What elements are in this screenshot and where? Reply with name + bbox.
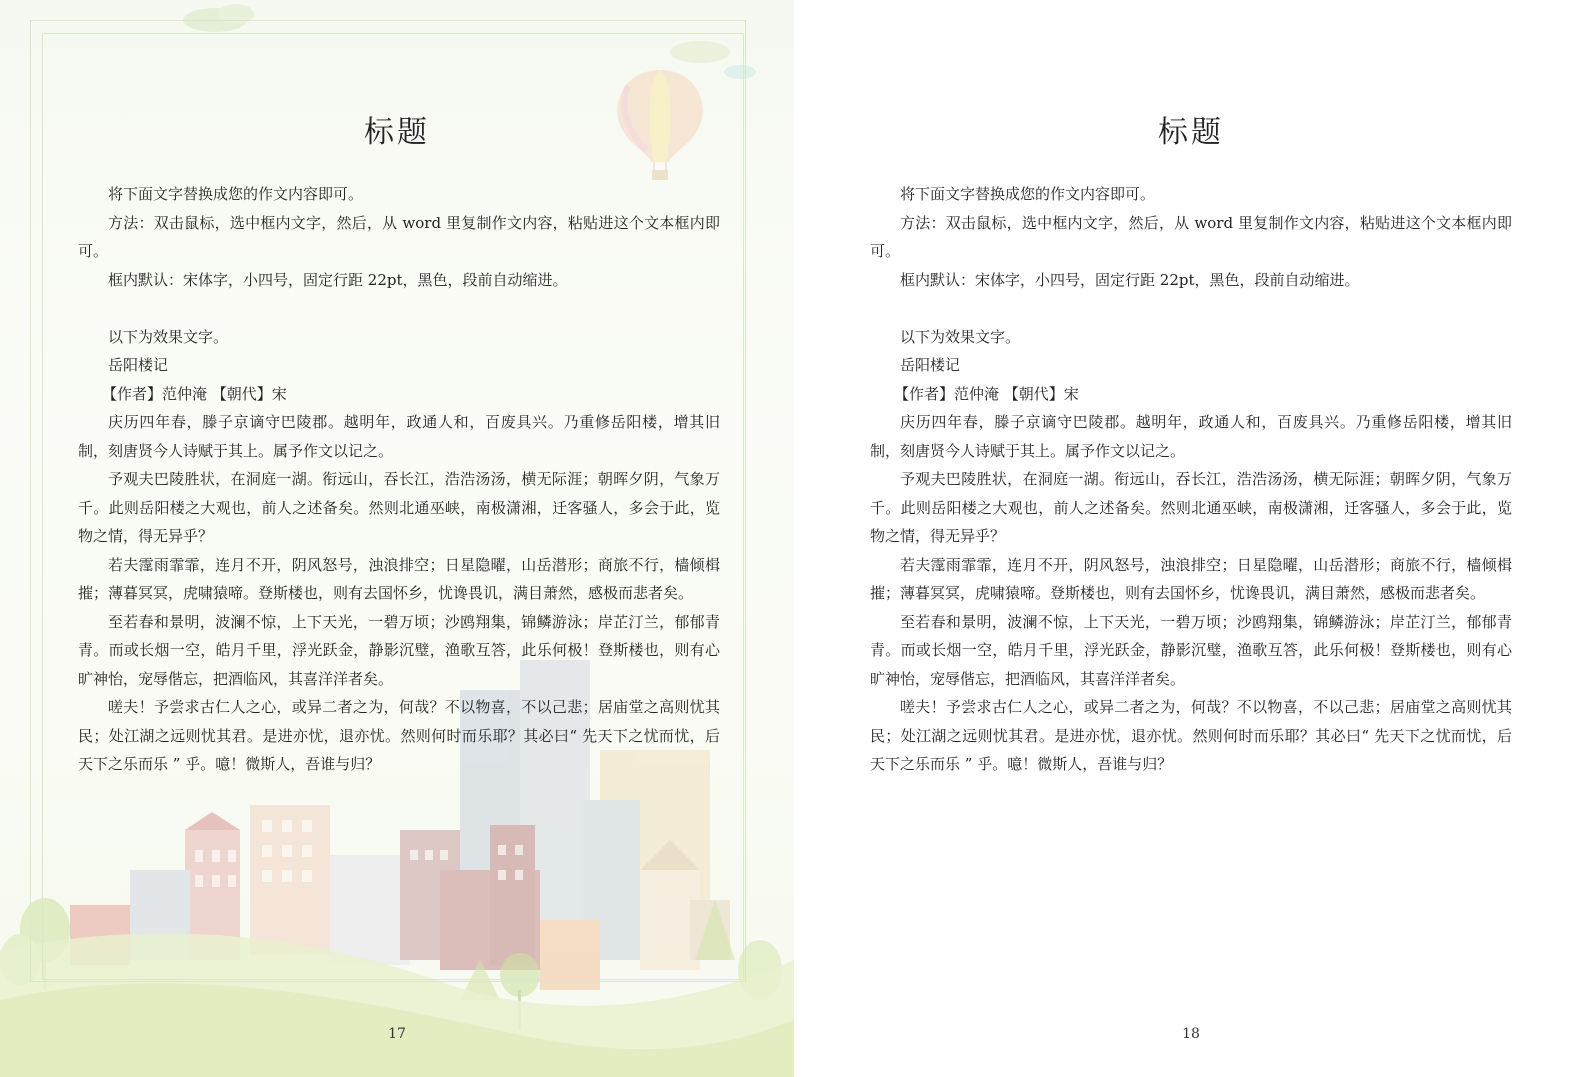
page-right [794, 0, 1588, 1077]
essay-title: 岳阳楼记 [900, 356, 961, 374]
paragraph: 方法：双击鼠标，选中框内文字，然后，从 word 里复制作文内容，粘贴进这个文本框内即可。 [78, 213, 720, 260]
paragraph: 嗟夫！予尝求古仁人之心，或异二者之为，何哉？不以物喜，不以己悲；居庙堂之高则忧其民；处江湖之远则忧其君。是进亦忧，退亦忧。然则何时而乐耶？其必曰“ 先天下之忧而忧，后天下之乐而乐 ” 乎。噫！微斯人，吾谁与归？ [78, 698, 720, 773]
page-title: 标题 [1158, 115, 1224, 150]
paragraph: 框内默认：宋体字，小四号，固定行距 22pt，黑色，段前自动缩进。 [900, 270, 1360, 289]
paragraph: 将下面文字替换成您的作文内容即可。 [900, 185, 1156, 203]
paragraph: 至若春和景明，波澜不惊，上下天光，一碧万顷；沙鸥翔集，锦鳞游泳；岸芷汀兰，郁郁青青。而或长烟一空，皓月千里，浮光跃金，静影沉璧，渔歌互答，此乐何极！登斯楼也，则有心旷神怡，宠辱偕忘，把酒临风，其喜洋洋者矣。 [870, 612, 1512, 688]
paragraph: 嗟夫！予尝求古仁人之心，或异二者之为，何哉？不以物喜，不以己悲；居庙堂之高则忧其民；处江湖之远则忧其君。是进亦忧，退亦忧。然则何时而乐耶？其必曰“ 先天下之忧而忧，后天下之乐而乐 ” 乎。噫！微斯人，吾谁与归？ [870, 698, 1512, 773]
author-line: 【作者】范仲淹 【朝代】宋 [102, 384, 287, 403]
paragraph: 以下为效果文字。 [108, 327, 229, 346]
paragraph: 若夫霪雨霏霏，连月不开，阴风怒号，浊浪排空；日星隐曜，山岳潜形；商旅不行，樯倾楫摧；薄暮冥冥，虎啸猿啼。登斯楼也，则有去国怀乡，忧谗畏讥，满目萧然，感极而悲者矣。 [870, 555, 1512, 602]
page-number: 18 [1182, 1026, 1200, 1042]
paragraph: 庆历四年春，滕子京谪守巴陵郡。越明年，政通人和，百废具兴。乃重修岳阳楼，增其旧制，刻唐贤今人诗赋于其上。属予作文以记之。 [870, 413, 1512, 460]
paragraph: 予观夫巴陵胜状，在洞庭一湖。衔远山，吞长江，浩浩汤汤，横无际涯；朝晖夕阴，气象万千。此则岳阳楼之大观也，前人之述备矣。然则北通巫峡，南极潇湘，迁客骚人，多会于此，览物之情，得无异乎？ [78, 470, 720, 545]
blank-line [870, 294, 1512, 323]
paragraph: 将下面文字替换成您的作文内容即可。 [108, 185, 364, 203]
paragraph: 至若春和景明，波澜不惊，上下天光，一碧万顷；沙鸥翔集，锦鳞游泳；岸芷汀兰，郁郁青青。而或长烟一空，皓月千里，浮光跃金，静影沉璧，渔歌互答，此乐何极！登斯楼也，则有心旷神怡，宠辱偕忘，把酒临风，其喜洋洋者矣。 [78, 612, 720, 688]
paragraph: 庆历四年春，滕子京谪守巴陵郡。越明年，政通人和，百废具兴。乃重修岳阳楼，增其旧制，刻唐贤今人诗赋于其上。属予作文以记之。 [78, 413, 720, 460]
blank-line [78, 294, 720, 323]
paragraph: 框内默认：宋体字，小四号，固定行距 22pt，黑色，段前自动缩进。 [108, 270, 568, 289]
page-title: 标题 [364, 115, 430, 150]
paragraph: 予观夫巴陵胜状，在洞庭一湖。衔远山，吞长江，浩浩汤汤，横无际涯；朝晖夕阴，气象万千。此则岳阳楼之大观也，前人之述备矣。然则北通巫峡，南极潇湘，迁客骚人，多会于此，览物之情，得无异乎？ [870, 470, 1512, 545]
author-line: 【作者】范仲淹 【朝代】宋 [894, 384, 1079, 403]
paragraph: 以下为效果文字。 [900, 327, 1021, 346]
page-number: 17 [388, 1026, 406, 1042]
essay-title: 岳阳楼记 [108, 356, 169, 374]
essay-text-box[interactable] [78, 180, 720, 779]
paragraph: 若夫霪雨霏霏，连月不开，阴风怒号，浊浪排空；日星隐曜，山岳潜形；商旅不行，樯倾楫摧；薄暮冥冥，虎啸猿啼。登斯楼也，则有去国怀乡，忧谗畏讥，满目萧然，感极而悲者矣。 [78, 555, 720, 602]
paragraph: 方法：双击鼠标，选中框内文字，然后，从 word 里复制作文内容，粘贴进这个文本框内即可。 [870, 213, 1512, 260]
essay-text-box[interactable] [870, 180, 1512, 779]
